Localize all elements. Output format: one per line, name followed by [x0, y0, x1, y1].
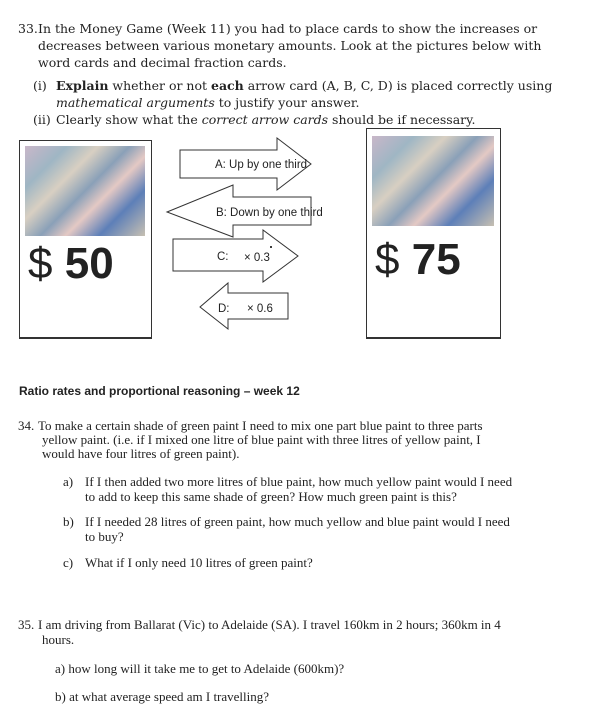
recurring-dot [270, 246, 272, 248]
q35a: a) how long will it take me to get to Adelaide (600km)? [55, 661, 345, 676]
q35b: b) at what average speed am I travelling? [55, 689, 270, 704]
amount-value: 50 [64, 239, 114, 288]
arrow-d-label: D: [218, 303, 230, 315]
text: Clearly show what the [56, 112, 202, 127]
q34b-line-1: If I needed 28 litres of green paint, how much yellow and blue paint would I need [85, 514, 510, 529]
arrow-c [173, 230, 298, 282]
q33-number: 33. [18, 21, 38, 36]
q34a-line-2: to add to keep this same shade of green? How much green paint is this? [85, 489, 457, 504]
q33-line-2: decreases between various monetary amounts. Look at the pictures below with [38, 38, 542, 53]
q34a-label: a) [63, 474, 74, 489]
amount-value: 75 [411, 235, 461, 284]
text: whether or not [108, 78, 211, 93]
q34b-line-2: to buy? [85, 529, 124, 544]
q34c-line-1: What if I only need 10 litres of green paint? [85, 555, 313, 570]
q34-line-3: would have four litres of green paint). [42, 446, 240, 461]
arrow-a-label: A: Up by one third [215, 159, 308, 171]
q35-line-1: I am driving from Ballarat (Vic) to Adelaide (SA). I travel 160km in 2 hours; 360km in 4 [38, 617, 501, 632]
q35-line-2: hours. [42, 632, 75, 647]
text: arrow card (A, B, C, D) is placed correctly using [243, 78, 553, 93]
arrow-d-value: × 0.6 [247, 303, 273, 315]
section-heading: Ratio rates and proportional reasoning – week 12 [19, 384, 300, 398]
q34-line-1: To make a certain shade of green paint I need to mix one part blue paint to three parts [38, 418, 483, 433]
q34c-label: c) [63, 555, 74, 570]
q34a-line-1: If I then added two more litres of blue paint, how much yellow paint would I need [85, 474, 513, 489]
q34-line-2: yellow paint. (i.e. if I mixed one litre of blue paint with three litres of yellow paint, I [42, 432, 481, 447]
text: should be if necessary. [328, 112, 476, 127]
italic-text: correct arrow cards [201, 112, 329, 127]
q33-line-1: In the Money Game (Week 11) you had to place cards to show the increases or [38, 21, 538, 36]
q33-part-i-number: (i) [33, 78, 47, 93]
arrow-b-label: B: Down by one third [216, 207, 323, 219]
q35-number: 35. [18, 617, 35, 632]
q34-number: 34. [18, 418, 35, 433]
arrow-c-label: C: [217, 251, 229, 263]
arrow-d [200, 283, 288, 329]
q33-part-ii-number: (ii) [33, 112, 51, 127]
currency: $ [375, 235, 400, 284]
explain-bold: Explain [56, 78, 109, 93]
q33-line-3: word cards and decimal fraction cards. [38, 55, 287, 70]
text: to justify your answer. [214, 95, 360, 110]
each-bold: each [211, 78, 244, 93]
arrow-c-value: × 0.3 [244, 252, 270, 264]
currency: $ [28, 239, 53, 288]
q34b-label: b) [63, 514, 74, 529]
italic-text: mathematical arguments [56, 95, 215, 110]
